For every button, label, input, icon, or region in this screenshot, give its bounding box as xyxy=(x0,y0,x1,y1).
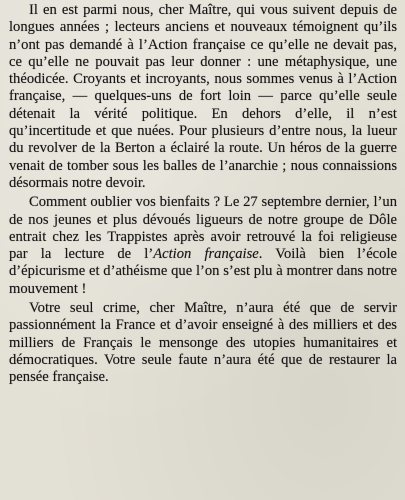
paragraph-2 xyxy=(9,194,397,298)
newspaper-title-italic: Action française xyxy=(153,246,259,263)
paragraph-3: Votre seul crime, cher Maître, n’aura été que de servir passionnément la France et d’avoir enseigné à des milliers et des milliers de Français le mensonge des utopies humanitaires et démocratiques. Votre seule faute n’aura été que de restaurer la pensée française. xyxy=(9,300,397,386)
paragraph-2-text-a: Comment oublier vos bienfaits ? Le 27 septembre dernier, l’un de nos jeunes et plus dévoués ligueurs de notre groupe de Dôle entrait chez les Trappistes après avoir retrouvé la foi religieuse par la lecture de l’ xyxy=(9,194,397,263)
paragraph-2-text-b: . Voilà bien l’école d’épicurisme et d’athéisme que l’on s’est plu à montrer dans notre mouvement ! xyxy=(9,246,397,297)
paragraph-1: Il en est parmi nous, cher Maître, qui vous suivent depuis de longues années ; lecteurs anciens et nouveaux témoignent qu’ils n’ont pas demandé à l’Action française ce qu’elle ne devait pas, ce qu’elle ne pouvait pas leur donner : une métaphysique, une théodicée. Croyants et incroyants, nous sommes venus à l’Action française, — quelques-uns de fort loin — parce qu’elle seule détenait la vérité politique. En dehors d’elle, il n’est qu’incertitude et que nuées. Pour plusieurs d’entre nous, la lueur du revolver de la Berton a éclairé la route. Un héros de la guerre venait de tomber sous les balles de l’anarchie ; nous connaissions désormais notre devoir. xyxy=(9,2,397,191)
article-column xyxy=(9,2,397,387)
